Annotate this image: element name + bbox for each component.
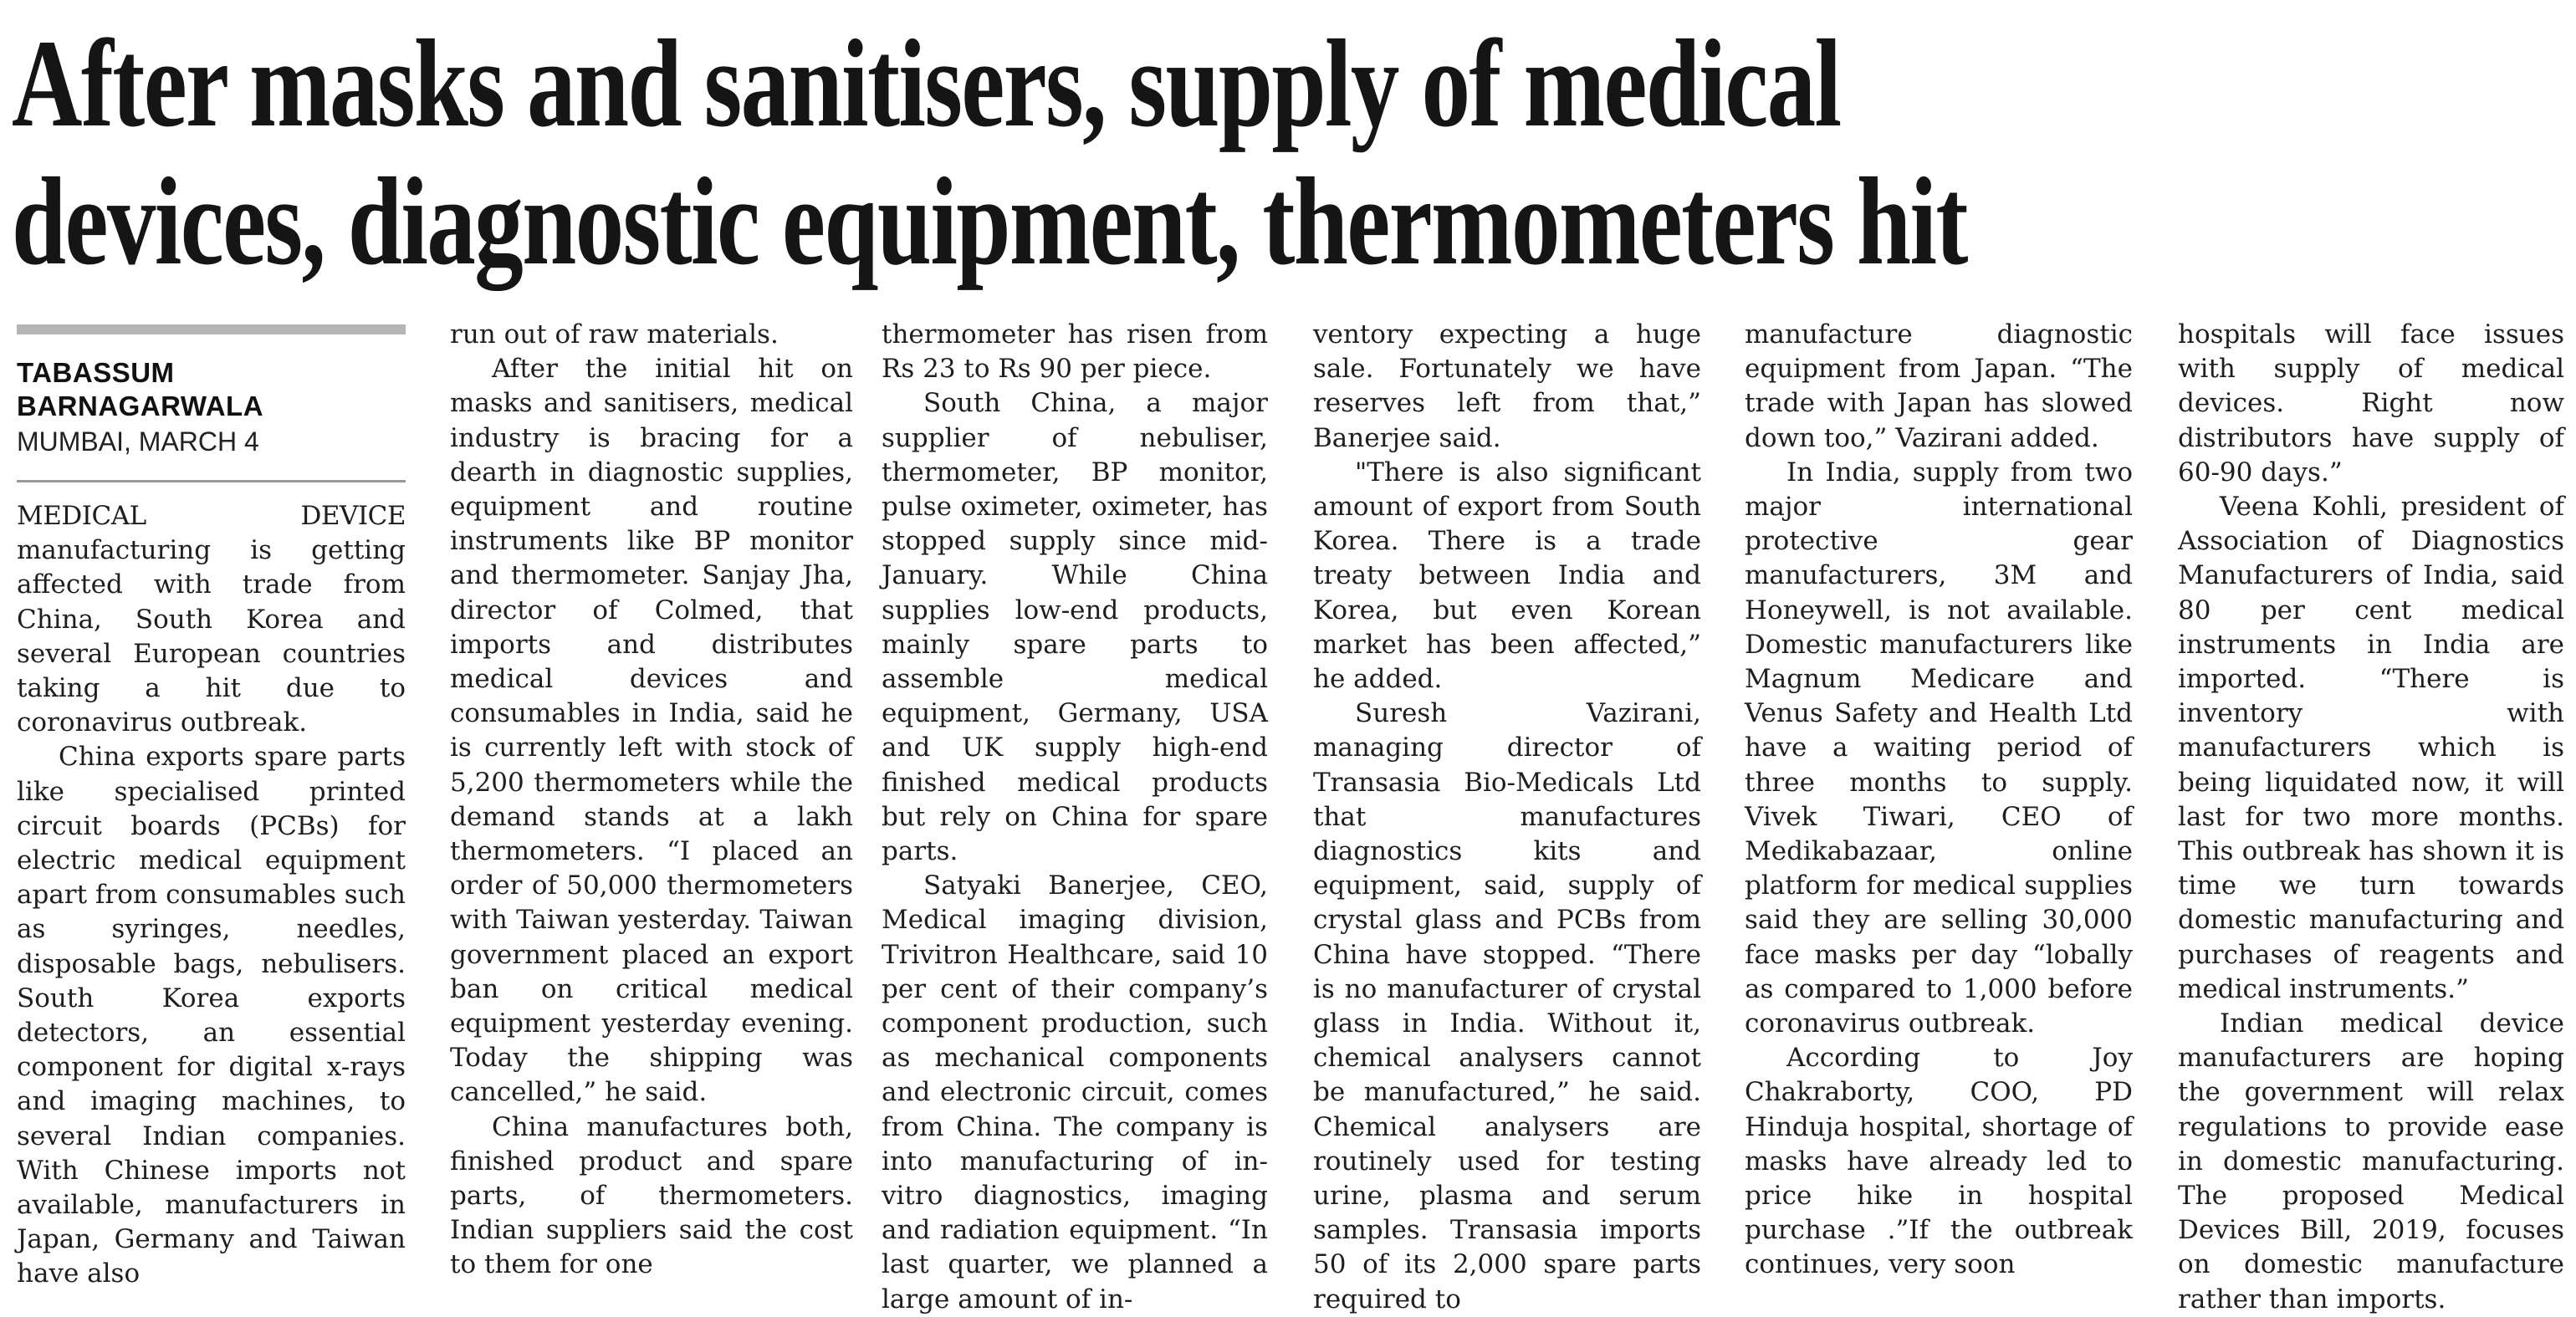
paragraph-continued: run out of raw materials. [450, 319, 779, 350]
dateline: MUMBAI, MARCH 4 [17, 426, 259, 457]
byline-top-rule [17, 324, 406, 334]
lead-paragraph [17, 499, 406, 740]
article-column-4 [1313, 318, 1701, 1317]
paragraph-continued: ventory expecting a huge sale. Fortunately we have reserves left from that,” Banerjee said. [1313, 319, 1701, 453]
article-column-5 [1745, 318, 2133, 1283]
article-column-6 [2178, 318, 2564, 1317]
byline-bottom-rule [17, 480, 406, 482]
paragraph-continued: thermometer has risen from Rs 23 to Rs 90 per piece. [882, 319, 1268, 385]
paragraph: Satyaki Banerjee, CEO, Medical imaging division, Trivitron Healthcare, said 10 per cent of their company’s component production, such as mechanical components and electronic circuit, comes from China. The company is into manufacturing of in-vitro diagnostics, imaging and radiation equipment. “In last quarter, we planned a large amount of in- [882, 870, 1268, 1314]
article-column-1 [17, 318, 406, 1292]
paragraph: After the initial hit on masks and sanitisers, medical industry is bracing for a dearth in diagnostic supplies, equipment and routine instruments like BP monitor and thermometer. Sanjay Jha, director of Colmed, that imports and distributes medical devices and consumables in India, said he is currently left with stock of 5,200 thermometers while the demand stands at a lakh thermometers. “I placed an order of 50,000 thermometers with Taiwan yesterday. Taiwan government placed an export ban on critical medical equipment yesterday evening. Today the shipping was cancelled,” he said. [450, 354, 853, 1108]
byline-author-last: BARNAGARWALA [17, 391, 264, 421]
article-column-3 [882, 318, 1268, 1317]
paragraph: China manufactures both, finished product and spare parts, of thermometers. Indian suppliers said the cost to them for one [450, 1111, 853, 1280]
headline-line-1: After masks and sanitisers, supply of medical [12, 14, 1841, 153]
paragraph: Indian medical device manufacturers are hoping the government will relax regulations to provide ease in domestic manufacturing. The proposed Medical Devices Bill, 2019, focuses on domestic manufacture rather than imports. [2178, 1008, 2564, 1314]
paragraph: According to Joy Chakraborty, COO, PD Hinduja hospital, shortage of masks have already led to price hike in hospital purchase .”If the outbreak continues, very soon [1745, 1043, 2133, 1280]
article-column-2 [450, 318, 853, 1283]
paragraph-continued: hospitals will face issues with supply of medical devices. Right now distributors have supply of 60-90 days.” [2178, 319, 2564, 487]
byline-author [17, 356, 406, 423]
paragraph: "There is also significant amount of export from South Korea. There is a trade treaty between India and Korea, but even Korean market has been affected,” he added. [1313, 457, 1701, 695]
lead-paragraph-text: manufacturing is getting affected with trade from China, South Korea and several European countries taking a hit due to coronavirus outbreak. [17, 535, 406, 738]
paragraph: South China, a major supplier of nebuliser, thermometer, BP monitor, pulse oximeter, oximeter, has stopped supply since mid-January. While China supplies low-end products, mainly spare parts to assemble medical equipment, Germany, USA and UK supply high-end finished medical products but rely on China for spare parts. [882, 388, 1268, 867]
paragraph-continued: manufacture diagnostic equipment from Japan. “The trade with Japan has slowed down too,” Vazirani added. [1745, 319, 2133, 453]
paragraph: China exports spare parts like specialised printed circuit boards (PCBs) for electric medical equipment apart from consumables such as syringes, needles, disposable bags, nebulisers. South Korea exports detectors, an essential component for digital x-rays and imaging machines, to several Indian companies. With Chinese imports not available, manufacturers in Japan, Germany and Taiwan have also [17, 742, 406, 1289]
paragraph: Veena Kohli, president of Association of Diagnostics Manufacturers of India, said 80 per cent medical instruments in India are imported. “There is inventory with manufacturers which is being liquidated now, it will last for two more months. This outbreak has shown it is time we turn towards domestic manufacturing and purchases of reagents and medical instruments.” [2178, 492, 2564, 1004]
headline-line-2: devices, diagnostic equipment, thermometers hit [12, 152, 1967, 291]
byline-author-first: TABASSUM [17, 357, 175, 388]
paragraph: Suresh Vazirani, managing director of Transasia Bio-Medicals Ltd that manufactures diagnostics kits and equipment, said, supply of crystal glass and PCBs from China have stopped. “There is no manufacturer of crystal glass in India. Without it, chemical analysers cannot be manufactured,” he said. Chemical analysers are routinely used for testing urine, plasma and serum samples. Transasia imports 50 of its 2,000 spare parts required to [1313, 698, 1701, 1314]
lead-caps: MEDICAL DEVICE [17, 501, 406, 531]
headline [12, 15, 2008, 291]
paragraph: In India, supply from two major international protective gear manufacturers, 3M and Honeywell, is not available. Domestic manufacturers like Magnum Medicare and Venus Safety and Health Ltd have a waiting period of three months to supply. Vivek Tiwari, CEO of Medikabazaar, online platform for medical supplies said they are selling 30,000 face masks per day “lobally as compared to 1,000 before coronavirus outbreak. [1745, 457, 2133, 1039]
